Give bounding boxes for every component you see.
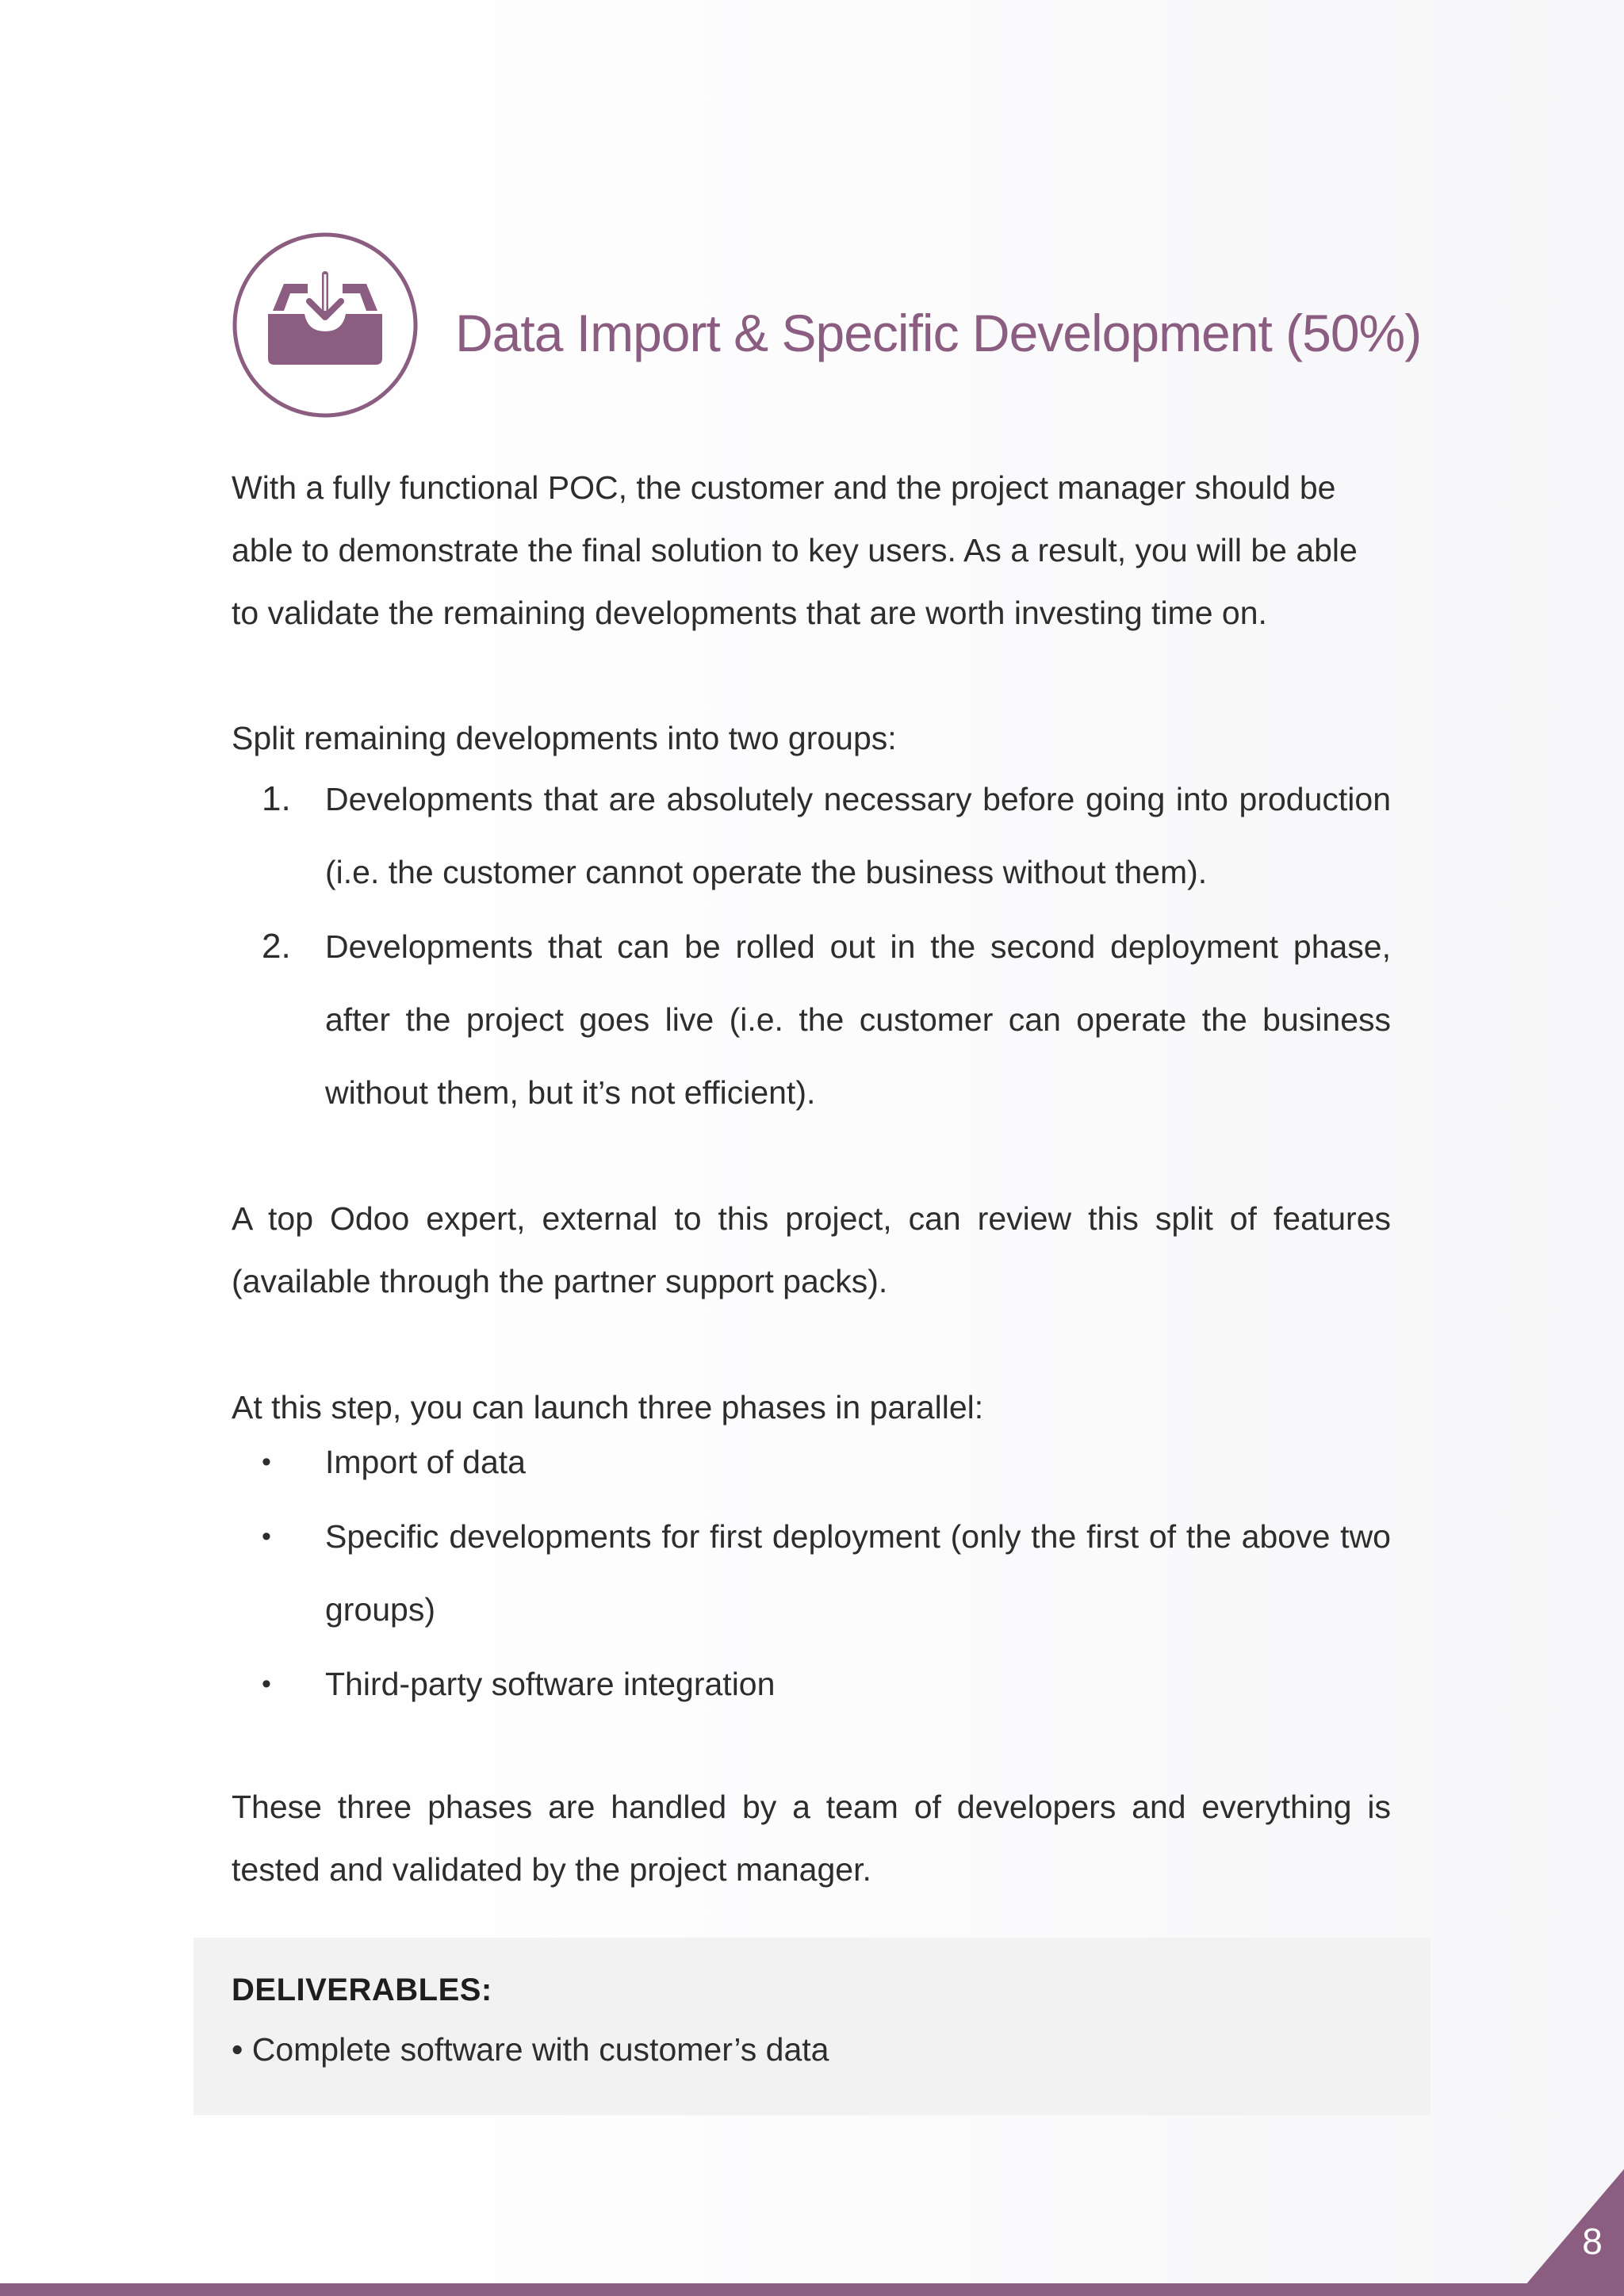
deliverables-box: [193, 1938, 1431, 2115]
inbox-download-icon: [232, 232, 419, 419]
list-item: [232, 1425, 1391, 1498]
list-item-text: Developments that can be rolled out in the second deployment phase, after the project goes live (i.e. the customer can operate the business without them, but it’s not efficient).: [325, 928, 1391, 1111]
footer-bar: [0, 2283, 1624, 2296]
phases-intro: At this step, you can launch three phases in parallel:: [232, 1389, 984, 1425]
split-groups-list: [232, 763, 1391, 1131]
bullet: •: [262, 1669, 271, 1699]
page-title: Data Import & Specific Development (50%): [455, 304, 1422, 362]
list-item: [232, 910, 1391, 1129]
list-item-text: Developments that are absolutely necessary before going into production (i.e. the customer cannot operate the business without them).: [325, 781, 1391, 890]
list-item: [232, 763, 1391, 909]
list-item-text: Third-party software integration: [325, 1666, 776, 1702]
list-item-text: Import of data: [325, 1444, 526, 1480]
page-number: 8: [1582, 2221, 1603, 2262]
list-number: 2.: [262, 927, 291, 966]
split-intro: Split remaining developments into two groups:: [232, 720, 897, 756]
intro-paragraph: With a fully functional POC, the customer and the project manager should be able to demonstrate the final solution to key users. As a result, you will be able to validate the remaining developments that are worth investing time on.: [232, 469, 1358, 631]
expert-paragraph: A top Odoo expert, external to this project, can review this split of features (available through the partner support packs).: [232, 1200, 1391, 1299]
bullet: •: [262, 1447, 271, 1477]
deliverables-title: DELIVERABLES:: [232, 1973, 492, 2007]
list-number: 1.: [262, 779, 291, 818]
list-item: [232, 1647, 1391, 1720]
list-item: [232, 1500, 1391, 1646]
closing-paragraph: These three phases are handled by a team of developers and everything is tested and validated by the project manager.: [232, 1789, 1391, 1888]
bullet: •: [262, 1521, 271, 1552]
list-item-text: Specific developments for first deployment (only the first of the above two groups): [325, 1518, 1391, 1628]
phases-list: [232, 1425, 1391, 1722]
deliverables-item: • Complete software with customer’s data: [232, 2031, 829, 2068]
